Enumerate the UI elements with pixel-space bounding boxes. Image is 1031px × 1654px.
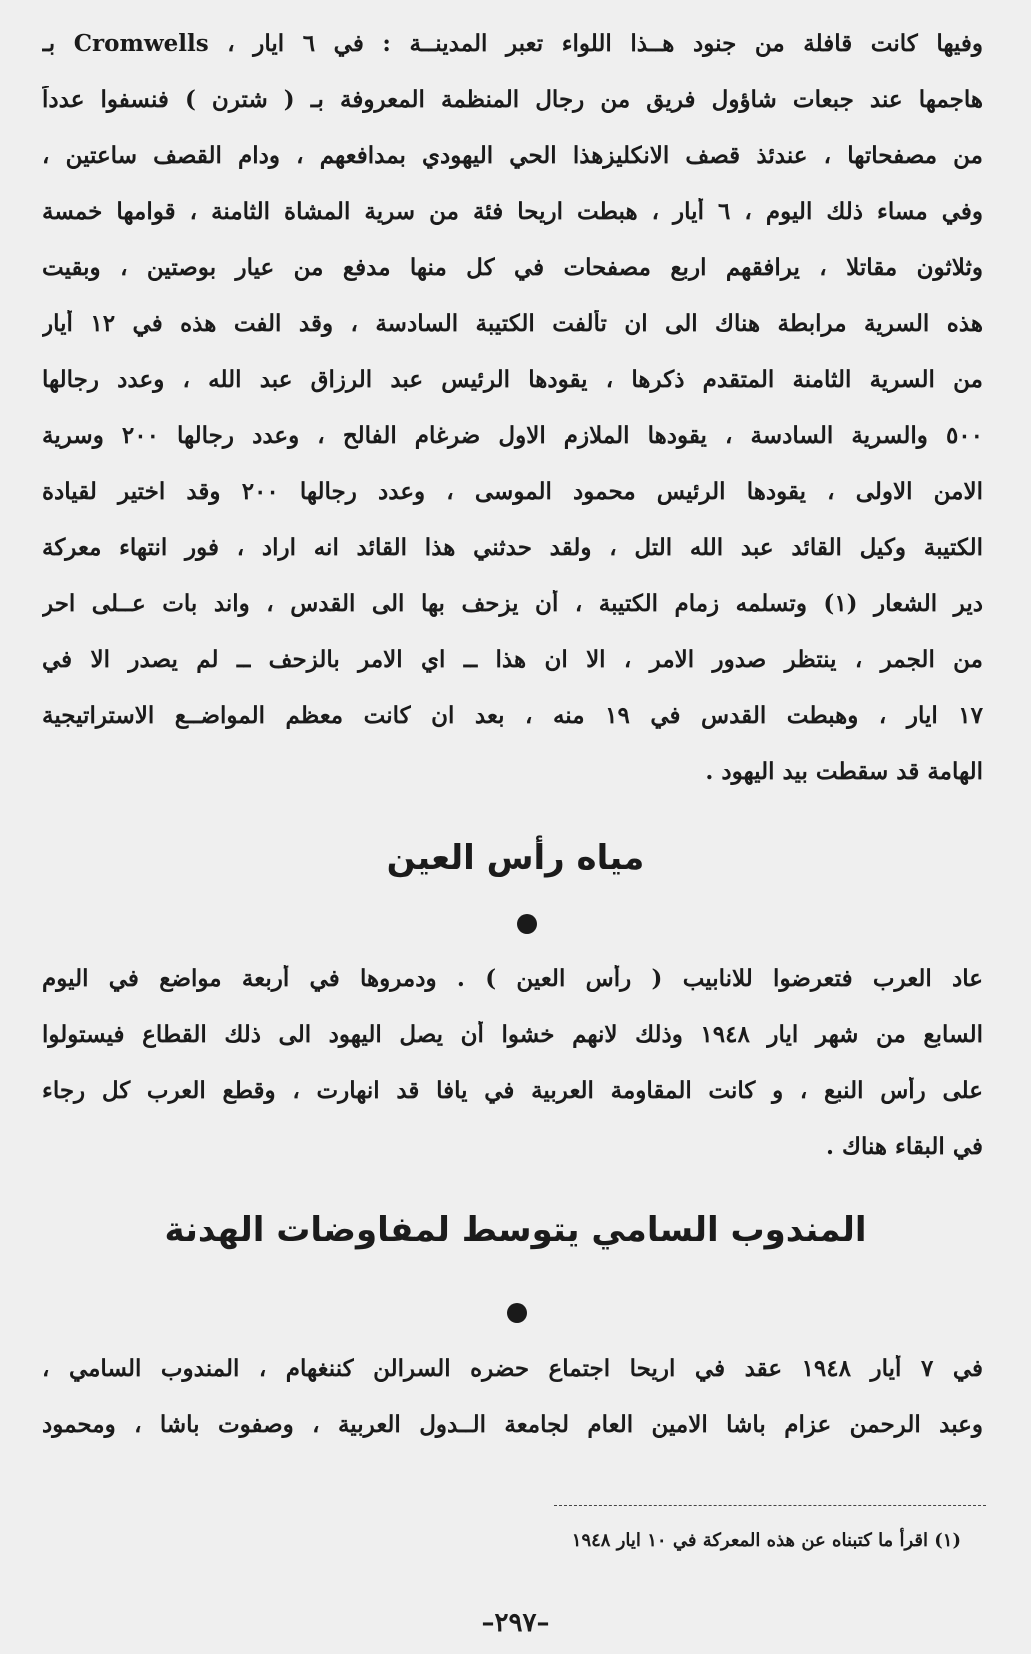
text-line: وفيها كانت قافلة من جنود هــذا اللواء تعبر المدينــة : في ٦ ايار ، Cromwells بـ <box>42 30 983 57</box>
footnote-divider <box>554 1505 986 1506</box>
section-heading-ras-al-ain-water: مياه رأس العين <box>386 838 645 878</box>
text-line: السابع من شهر ايار ١٩٤٨ وذلك لانهم خشوا أن يصل اليهود الى ذلك القطاع فيستولوا <box>42 1021 983 1048</box>
text-line: ١٧ ايار ، وهبطت القدس في ١٩ منه ، بعد ان كانت معظم المواضــع الاستراتيجية <box>42 702 983 729</box>
text-line: من مصفحاتها ، عندئذ قصف الانكليزهذا الحي اليهودي بمدافعهم ، ودام القصف ساعتين ، <box>42 142 983 169</box>
text-line: الكتيبة وكيل القائد عبد الله التل ، ولقد حدثني هذا القائد انه اراد ، فور انتهاء معركة <box>42 534 983 561</box>
text-line: من الجمر ، ينتظر صدور الامر ، الا ان هذا ــ اي الامر بالزحف ــ لم يصدر الا في <box>42 646 983 673</box>
paragraph-jericho-battalion <box>42 30 983 814</box>
section-bullet-dot <box>517 914 537 934</box>
text-line: الهامة قد سقطت بيد اليهود . <box>705 758 983 785</box>
footnote: (١) اقرأ ما كتبناه عن هذه المعركة في ١٠ ايار ١٩٤٨ <box>571 1530 961 1551</box>
text-line: هاجمها عند جبعات شاؤول فريق من رجال المنظمة المعروفة بـ ( شترن ) فنسفوا عدداً <box>42 86 983 113</box>
text-line: على رأس النبع ، و كانت المقاومة العربية في يافا قد انهارت ، وقطع العرب كل رجاء <box>42 1077 983 1104</box>
paragraph-truce-meeting <box>42 1355 983 1467</box>
text-line: من السرية الثامنة المتقدم ذكرها ، يقودها الرئيس عبد الرزاق عبد الله ، وعدد رجالها <box>42 366 983 393</box>
text-line: وثلاثون مقاتلا ، يرافقهم اربع مصفحات في كل منها مدفع من عيار بوصتين ، وبقيت <box>42 254 983 281</box>
text-line: عاد العرب فتعرضوا للانابيب ( رأس العين ) . ودمروها في أربعة مواضع في اليوم <box>42 965 983 992</box>
section-bullet-dot <box>507 1303 527 1323</box>
text-line: الامن الاولى ، يقودها الرئيس محمود الموسى ، وعدد رجالها ٢٠٠ وقد اختير لقيادة <box>42 478 983 505</box>
page-number: –٢٩٧– <box>481 1608 550 1638</box>
paragraph-ras-al-ain <box>42 965 983 1189</box>
text-line: وفي مساء ذلك اليوم ، ٦ أيار ، هبطت اريحا فئة من سرية المشاة الثامنة ، قوامها خمسة <box>42 198 983 225</box>
text-line: في ٧ أيار ١٩٤٨ عقد في اريحا اجتماع حضره السرالن كننغهام ، المندوب السامي ، <box>42 1355 983 1382</box>
text-line: ٥٠٠ والسرية السادسة ، يقودها الملازم الاول ضرغام الفالح ، وعدد رجالها ٢٠٠ وسرية <box>42 422 983 449</box>
text-line: وعبد الرحمن عزام باشا الامين العام لجامعة الــدول العربية ، وصفوت باشا ، ومحمود <box>42 1411 983 1438</box>
text-line: في البقاء هناك . <box>825 1133 983 1160</box>
section-heading-high-commissioner: المندوب السامي يتوسط لمفاوضات الهدنة <box>164 1210 867 1250</box>
text-line: هذه السرية مرابطة هناك الى ان تألفت الكتيبة السادسة ، وقد الفت هذه في ١٢ أيار <box>42 310 983 337</box>
text-line: دير الشعار (١) وتسلمه زمام الكتيبة ، أن يزحف بها الى القدس ، واند بات عــلى احر <box>42 590 983 617</box>
